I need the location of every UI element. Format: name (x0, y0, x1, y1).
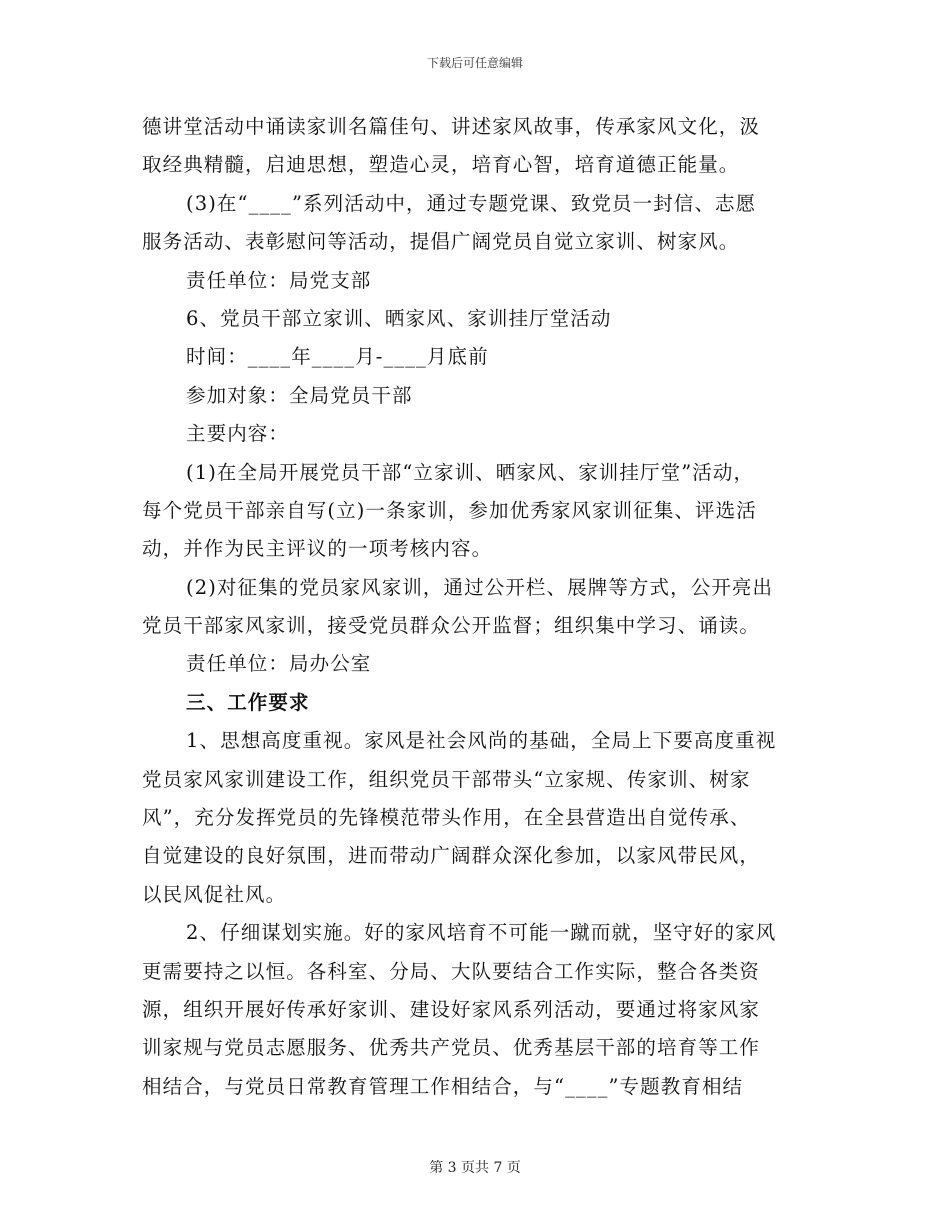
section-heading: 三、工作要求 (186, 690, 310, 714)
text-line: 责任单位：局办公室 (186, 652, 372, 676)
text-line: 每个党员干部亲自写(立)一条家训，参加优秀家风家训征集、评选活 (142, 498, 757, 522)
text-line: 训家规与党员志愿服务、优秀共产党员、优秀基层干部的培育等工作 (142, 1036, 761, 1060)
text-line: 时间：____年____月-____月底前 (186, 345, 489, 369)
text-line: 相结合，与党员日常教育管理工作相结合，与“____”专题教育相结 (142, 1074, 744, 1098)
text-line: 源，组织开展好传承好家训、建设好家风系列活动，要通过将家风家 (142, 997, 761, 1021)
text-line: 党员家风家训建设工作，组织党员干部带头“立家规、传家训、树家 (142, 767, 751, 791)
text-line: 取经典精髓，启迪思想，塑造心灵，培育心智，培育道德正能量。 (142, 153, 740, 177)
text-line: 自觉建设的良好氛围，进而带动广阔群众深化参加，以家风带民风， (142, 844, 761, 868)
document-body (142, 108, 810, 1106)
text-line: 风”，充分发挥党员的先锋模范带头作用，在全县营造出自觉传承、 (142, 806, 751, 830)
text-line: (1)在全局开展党员干部“立家训、晒家风、家训挂厅堂”活动， (186, 460, 755, 484)
page-header: 下载后可任意编辑 (426, 56, 523, 70)
text-line: 主要内容： (186, 422, 290, 446)
page-number: 第 3 页共 7 页 (429, 1160, 521, 1176)
text-line: 服务活动、表彰慰问等活动，提倡广阔党员自觉立家训、树家风。 (142, 230, 740, 254)
text-line: 以民风促社风。 (142, 882, 287, 906)
text-line: 1、思想高度重视。家风是社会风尚的基础，全局上下要高度重视 (186, 729, 777, 753)
text-line: 参加对象：全局党员干部 (186, 383, 413, 407)
text-line: 更需要持之以恒。各科室、分局、大队要结合工作实际，整合各类资 (142, 959, 761, 983)
text-line: 德讲堂活动中诵读家训名篇佳句、讲述家风故事，传承家风文化，汲 (142, 115, 761, 138)
text-line: 动，并作为民主评议的一项考核内容。 (142, 537, 493, 561)
text-line: (2)对征集的党员家风家训，通过公开栏、展牌等方式，公开亮出 (186, 575, 774, 599)
text-line: 责任单位：局党支部 (186, 268, 372, 292)
text-line: (3)在“____”系列活动中，通过专题党课、致党员一封信、志愿 (186, 191, 757, 215)
text-line: 6、党员干部立家训、晒家风、家训挂厅堂活动 (186, 306, 612, 330)
text-line: 党员干部家风家训，接受党员群众公开监督；组织集中学习、诵读。 (142, 614, 761, 638)
text-line: 2、仔细谋划实施。好的家风培育不可能一蹴而就，坚守好的家风 (186, 921, 777, 945)
